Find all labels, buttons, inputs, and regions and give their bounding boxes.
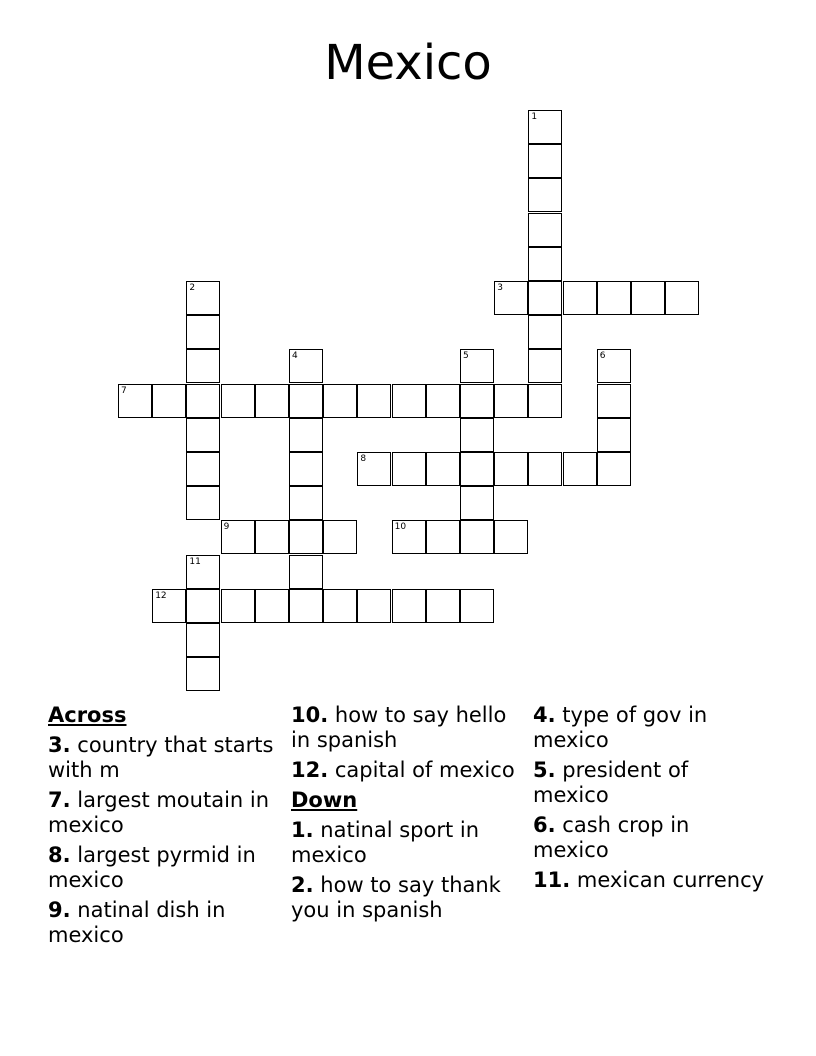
down-clue-11[interactable] [533, 868, 768, 893]
clue-text: mexican currency [576, 868, 765, 892]
grid-cell[interactable] [460, 486, 494, 520]
clue-number: 9. [48, 898, 71, 922]
grid-cell[interactable] [323, 589, 357, 623]
down-clue-4[interactable] [533, 703, 768, 753]
cell-number: 9 [223, 522, 230, 533]
cell-number: 1 [531, 112, 538, 122]
clue-text: largest pyrmid in mexico [48, 843, 256, 892]
grid-cell[interactable] [289, 452, 323, 486]
grid-cell[interactable] [186, 555, 220, 589]
grid-cell[interactable] [255, 520, 289, 554]
clue-text: largest moutain in mexico [48, 788, 270, 837]
down-clue-2[interactable] [291, 873, 526, 923]
puzzle-title: Mexico [324, 35, 492, 91]
clue-column-2 [291, 703, 526, 928]
grid-cell[interactable] [528, 315, 562, 349]
grid-cell[interactable] [528, 110, 562, 144]
grid-cell[interactable] [528, 247, 562, 281]
grid-cell[interactable] [631, 281, 665, 315]
cell-number: 7 [121, 385, 127, 396]
grid-cell[interactable] [494, 384, 528, 418]
grid-cell[interactable] [460, 418, 494, 452]
clue-text: country that starts with m [48, 733, 274, 782]
cell-number: 11 [189, 556, 201, 567]
cell-number: 6 [599, 351, 606, 362]
grid-cell[interactable] [392, 384, 426, 418]
down-clue-1[interactable] [291, 818, 526, 868]
grid-cell[interactable] [289, 418, 323, 452]
grid-cell[interactable] [597, 349, 631, 383]
grid-cell[interactable] [357, 384, 391, 418]
grid-cell[interactable] [289, 384, 323, 418]
grid-cell[interactable] [186, 452, 220, 486]
cell-number: 2 [189, 283, 196, 293]
grid-cell[interactable] [186, 281, 220, 315]
grid-cell[interactable] [289, 520, 323, 554]
clue-number: 5. [533, 758, 556, 782]
grid-cell[interactable] [289, 486, 323, 520]
grid-cell[interactable] [460, 589, 494, 623]
clue-number: 6. [533, 813, 556, 837]
grid-cell[interactable] [392, 520, 426, 554]
grid-cell[interactable] [460, 520, 494, 554]
cell-number: 4 [292, 351, 298, 362]
grid-cell[interactable] [528, 144, 562, 178]
cell-number: 5 [463, 351, 469, 362]
grid-cell[interactable] [426, 520, 460, 554]
grid-cell[interactable] [289, 589, 323, 623]
clue-number: 2. [291, 873, 314, 897]
across-clue-9[interactable] [48, 898, 278, 948]
grid-cell[interactable] [289, 555, 323, 589]
grid-cell[interactable] [563, 281, 597, 315]
clue-number: 3. [48, 733, 71, 757]
grid-cell[interactable] [186, 349, 220, 383]
clue-number: 11. [533, 868, 571, 892]
grid-cell[interactable] [597, 281, 631, 315]
grid-cell[interactable] [528, 178, 562, 212]
across-clue-12[interactable] [291, 758, 526, 783]
grid-cell[interactable] [221, 589, 255, 623]
grid-cell[interactable] [563, 452, 597, 486]
clue-number: 4. [533, 703, 556, 727]
grid-cell[interactable] [426, 452, 460, 486]
clue-column-3 [533, 703, 768, 898]
grid-cell[interactable] [426, 384, 460, 418]
grid-cell[interactable] [357, 589, 391, 623]
grid-cell[interactable] [392, 452, 426, 486]
grid-cell[interactable] [186, 384, 220, 418]
grid-cell[interactable] [460, 349, 494, 383]
down-clue-5[interactable] [533, 758, 768, 808]
grid-cell[interactable] [597, 418, 631, 452]
grid-cell[interactable] [186, 589, 220, 623]
cell-number: 8 [360, 454, 367, 464]
clue-text: how to say thank you in spanish [291, 873, 501, 922]
clue-text: president of mexico [533, 758, 689, 807]
clue-number: 8. [48, 843, 71, 867]
clue-text: how to say hello in spanish [291, 703, 507, 752]
grid-cell[interactable] [597, 452, 631, 486]
grid-cell[interactable] [186, 418, 220, 452]
grid-cell[interactable] [323, 520, 357, 554]
grid-cell[interactable] [528, 384, 562, 418]
clue-number: 1. [291, 818, 314, 842]
grid-cell[interactable] [460, 384, 494, 418]
grid-cell[interactable] [528, 281, 562, 315]
cell-number: 3 [497, 283, 503, 293]
grid-cell[interactable] [528, 349, 562, 383]
grid-cell[interactable] [494, 520, 528, 554]
grid-cell[interactable] [597, 384, 631, 418]
clue-text: cash crop in mexico [533, 813, 690, 862]
grid-cell[interactable] [460, 452, 494, 486]
grid-cell[interactable] [323, 384, 357, 418]
grid-cell[interactable] [186, 315, 220, 349]
clue-column-1 [48, 703, 278, 953]
across-heading: Across [48, 703, 127, 727]
grid-cell[interactable] [186, 486, 220, 520]
grid-cell[interactable] [665, 281, 699, 315]
grid-cell[interactable] [186, 657, 220, 691]
grid-cell[interactable] [392, 589, 426, 623]
grid-cell[interactable] [255, 384, 289, 418]
clue-text: capital of mexico [334, 758, 515, 782]
grid-cell[interactable] [221, 384, 255, 418]
grid-cell[interactable] [494, 452, 528, 486]
grid-cell[interactable] [528, 213, 562, 247]
grid-cell[interactable] [221, 520, 255, 554]
down-clue-6[interactable] [533, 813, 768, 863]
clue-number: 10. [291, 703, 329, 727]
across-clue-8[interactable] [48, 843, 278, 893]
grid-cell[interactable] [289, 349, 323, 383]
clue-number: 12. [291, 758, 329, 782]
clue-text: natinal sport in mexico [291, 818, 480, 867]
across-clue-10[interactable] [291, 703, 526, 753]
grid-cell[interactable] [357, 452, 391, 486]
grid-cell[interactable] [118, 384, 152, 418]
across-clue-3[interactable] [48, 733, 278, 783]
cell-number: 12 [155, 590, 167, 601]
cell-number: 10 [394, 522, 407, 533]
grid-cell[interactable] [494, 281, 528, 315]
grid-cell[interactable] [426, 589, 460, 623]
clue-number: 7. [48, 788, 71, 812]
grid-cell[interactable] [152, 384, 186, 418]
grid-cell[interactable] [152, 589, 186, 623]
clue-text: natinal dish in mexico [48, 898, 226, 947]
clue-text: type of gov in mexico [533, 703, 708, 752]
grid-cell[interactable] [186, 623, 220, 657]
grid-cell[interactable] [255, 589, 289, 623]
down-heading: Down [291, 788, 358, 812]
across-clue-7[interactable] [48, 788, 278, 838]
grid-cell[interactable] [528, 452, 562, 486]
